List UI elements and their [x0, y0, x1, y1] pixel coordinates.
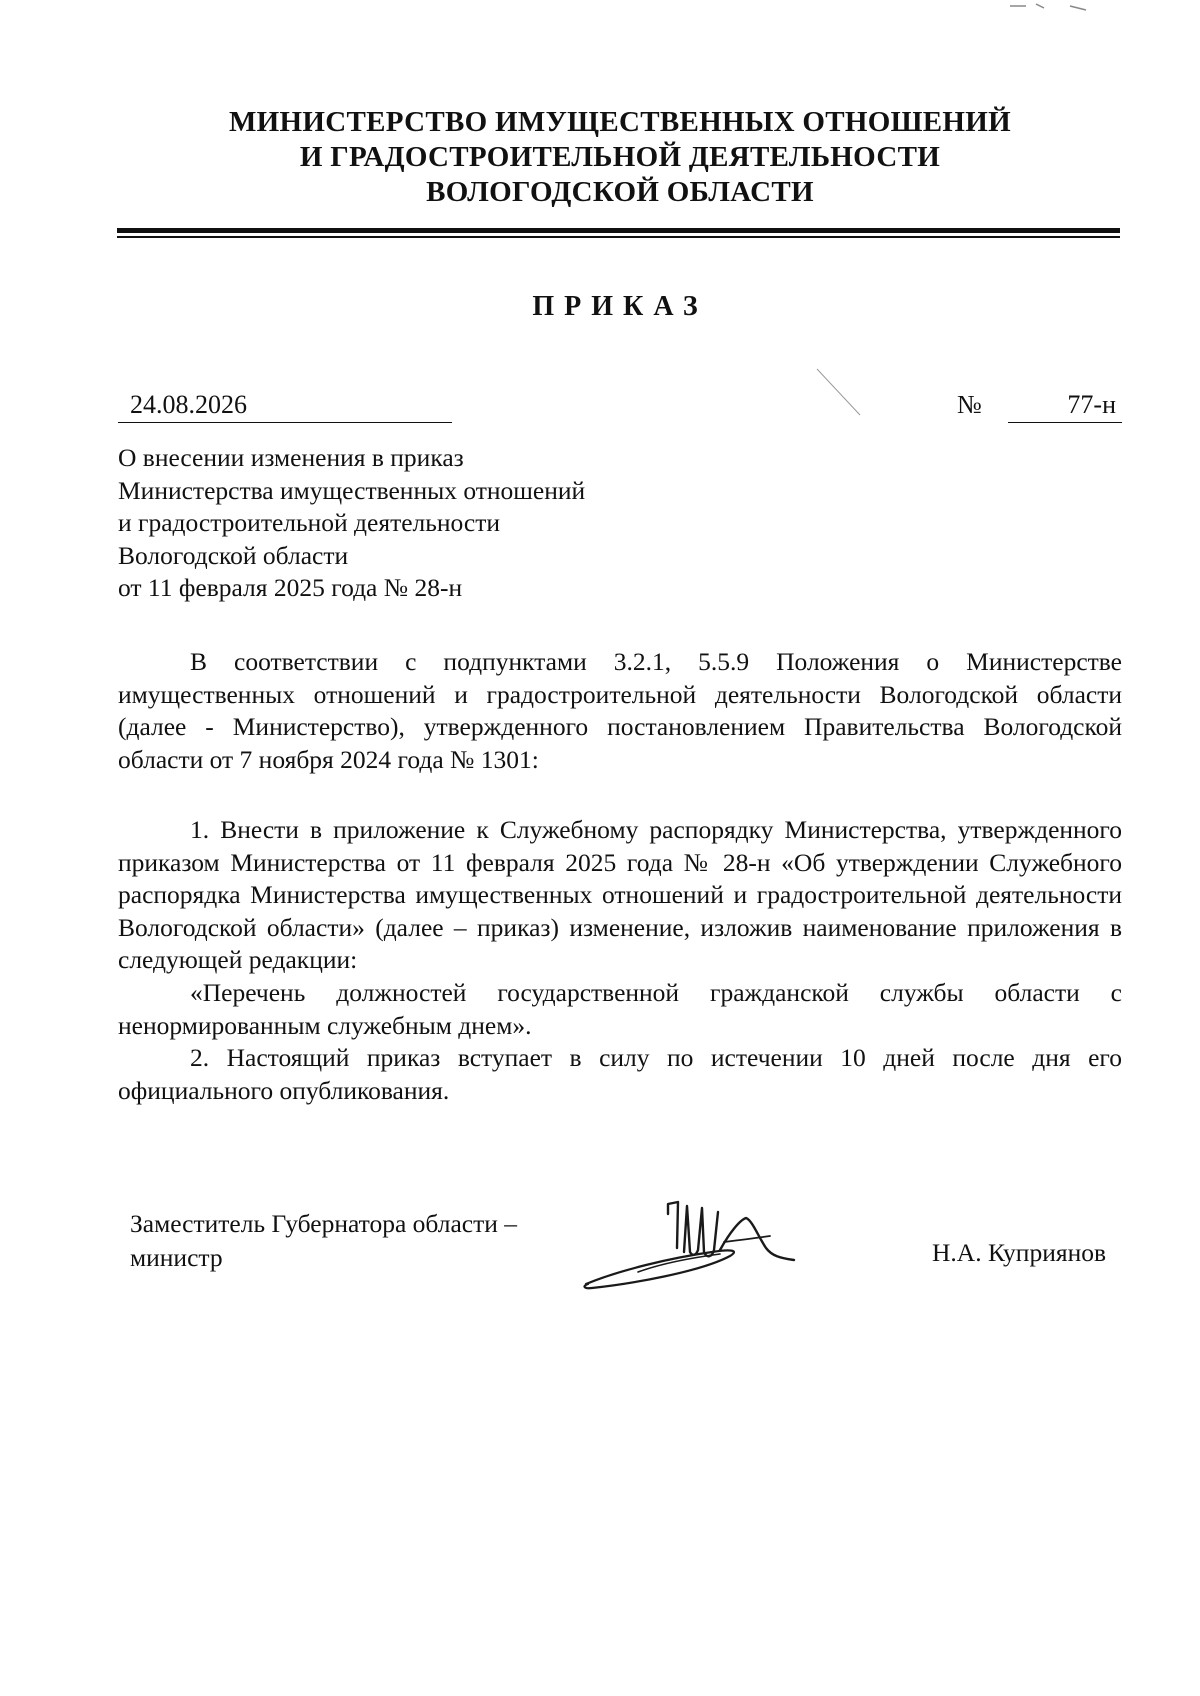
org-name-line-3: ВОЛОГОДСКОЙ ОБЛАСТИ	[426, 176, 814, 208]
subject-line: О внесении изменения в приказ	[118, 443, 464, 472]
order-item-1-quote: «Перечень должностей государственной гражданской службы области с ненормированным служебным днем».	[118, 978, 1122, 1040]
document-subject	[118, 442, 718, 605]
signer-position-line-2: министр	[130, 1243, 223, 1272]
org-name-line-1: МИНИСТЕРСТВО ИМУЩЕСТВЕННЫХ ОТНОШЕНИЙ	[228, 106, 1011, 138]
organization-header	[120, 105, 1120, 210]
signer-name: Н.А. Куприянов	[932, 1238, 1107, 1267]
document-date-field	[118, 388, 452, 423]
basis-paragraph: В соответствии с подпунктами 3.2.1, 5.5.9 Положения о Министерстве имущественных отношений и градостроительной деятельности Вологодской области (далее - Министерство), утвержденного постановлением Правительства Вологодской области от 7 ноября 2024 года № 1301:	[118, 647, 1122, 774]
scan-artifact-line	[815, 367, 865, 417]
subject-line: Министерства имущественных отношений	[118, 475, 586, 505]
order-item-2: 2. Настоящий приказ вступает в силу по истечении 10 дней после дня его официального опубликования.	[118, 1043, 1122, 1105]
number-sign: №	[957, 390, 982, 419]
signer-position-line-1: Заместитель Губернатора области –	[130, 1209, 518, 1238]
header-rule-thick	[117, 228, 1120, 233]
org-name-line-2: И ГРАДОСТРОИТЕЛЬНОЙ ДЕЯТЕЛЬНОСТИ	[299, 141, 941, 173]
signer-position	[130, 1207, 517, 1275]
header-rule-thin	[117, 236, 1120, 238]
scan-artifact-marks	[1000, 0, 1120, 16]
document-type-title: ПРИКАЗ	[532, 291, 708, 322]
handwritten-signature	[580, 1192, 830, 1292]
order-item-1: 1. Внести в приложение к Служебному распорядку Министерства, утвержденного приказом Министерства от 11 февраля 2025 года № 28-н «Об утверждении Служебного распорядка Министерства имущественных отношений и градостроительной деятельности Вологодской области» (далее – приказ) изменение, изложив наименование приложения в следующей редакции:	[118, 815, 1122, 974]
subject-line: Вологодской области	[118, 540, 349, 570]
document-date: 24.08.2026	[130, 390, 247, 419]
subject-line: от 11 февраля 2025 года № 28-н	[118, 573, 463, 602]
document-number: 77-н	[1067, 390, 1116, 419]
subject-line: и градостроительной деятельности	[118, 508, 501, 537]
document-number-field	[1008, 388, 1122, 423]
